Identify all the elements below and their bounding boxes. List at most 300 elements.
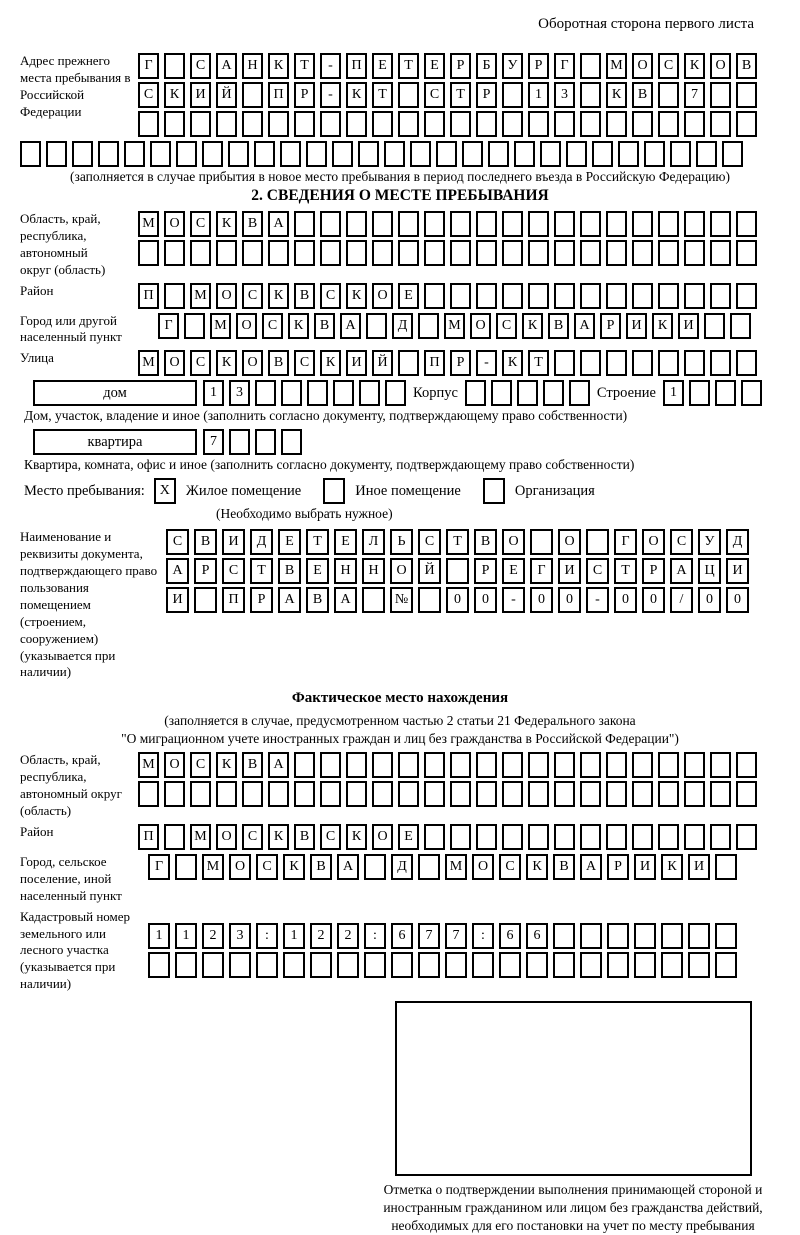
char-box[interactable] (450, 781, 471, 807)
char-box[interactable] (632, 781, 653, 807)
char-box[interactable]: О (390, 558, 413, 584)
char-box[interactable] (580, 82, 601, 108)
char-box[interactable]: А (334, 587, 357, 613)
char-box[interactable]: К (288, 313, 309, 339)
char-box[interactable]: 7 (418, 923, 440, 949)
char-box[interactable] (450, 752, 471, 778)
char-box[interactable]: С (256, 854, 278, 880)
char-box[interactable] (502, 752, 523, 778)
char-box[interactable] (320, 781, 341, 807)
char-box[interactable] (710, 283, 731, 309)
char-box[interactable] (358, 141, 379, 167)
char-box[interactable]: А (580, 854, 602, 880)
char-box[interactable] (554, 211, 575, 237)
char-box[interactable]: Т (614, 558, 637, 584)
char-box[interactable] (580, 781, 601, 807)
char-box[interactable] (320, 211, 341, 237)
char-box[interactable]: Й (418, 558, 441, 584)
char-box[interactable] (554, 781, 575, 807)
char-box[interactable]: С (586, 558, 609, 584)
char-box[interactable]: 1 (203, 380, 224, 406)
char-box[interactable] (280, 141, 301, 167)
char-box[interactable] (242, 82, 263, 108)
char-box[interactable] (410, 141, 431, 167)
char-box[interactable] (661, 923, 683, 949)
char-box[interactable]: Е (424, 53, 445, 79)
char-box[interactable] (502, 781, 523, 807)
char-box[interactable] (424, 824, 445, 850)
char-box[interactable] (436, 141, 457, 167)
char-box[interactable] (580, 283, 601, 309)
char-box[interactable] (194, 587, 217, 613)
char-box[interactable] (658, 111, 679, 137)
char-box[interactable]: 3 (554, 82, 575, 108)
char-box[interactable] (530, 529, 553, 555)
char-box[interactable]: Д (391, 854, 413, 880)
char-box[interactable] (372, 211, 393, 237)
char-box[interactable] (722, 141, 743, 167)
char-box[interactable] (346, 111, 367, 137)
char-box[interactable] (644, 141, 665, 167)
char-box[interactable]: В (314, 313, 335, 339)
char-box[interactable]: О (164, 350, 185, 376)
char-box[interactable] (364, 952, 386, 978)
char-box[interactable]: А (216, 53, 237, 79)
char-box[interactable]: О (216, 283, 237, 309)
char-box[interactable] (554, 283, 575, 309)
char-box[interactable] (710, 240, 731, 266)
char-box[interactable]: - (320, 53, 341, 79)
char-box[interactable]: И (166, 587, 189, 613)
char-box[interactable] (658, 283, 679, 309)
char-box[interactable] (736, 283, 757, 309)
char-box[interactable] (476, 752, 497, 778)
char-box[interactable] (658, 350, 679, 376)
char-box[interactable] (372, 752, 393, 778)
char-box[interactable]: А (268, 752, 289, 778)
char-box[interactable] (658, 82, 679, 108)
char-box[interactable]: П (346, 53, 367, 79)
char-box[interactable]: 0 (614, 587, 637, 613)
char-box[interactable]: У (698, 529, 721, 555)
char-box[interactable]: П (424, 350, 445, 376)
char-box[interactable] (736, 752, 757, 778)
char-box[interactable] (472, 952, 494, 978)
char-box[interactable] (254, 141, 275, 167)
char-box[interactable] (710, 211, 731, 237)
char-box[interactable] (554, 111, 575, 137)
char-box[interactable] (424, 283, 445, 309)
char-box[interactable] (658, 752, 679, 778)
char-box[interactable]: Е (306, 558, 329, 584)
char-box[interactable]: К (346, 824, 367, 850)
char-box[interactable]: К (522, 313, 543, 339)
char-box[interactable]: П (138, 283, 159, 309)
char-box[interactable] (658, 781, 679, 807)
char-box[interactable]: С (418, 529, 441, 555)
char-box[interactable]: Т (294, 53, 315, 79)
char-box[interactable] (736, 211, 757, 237)
char-box[interactable]: С (166, 529, 189, 555)
char-box[interactable] (346, 211, 367, 237)
char-box[interactable]: И (190, 82, 211, 108)
char-box[interactable]: А (670, 558, 693, 584)
char-box[interactable] (446, 558, 469, 584)
char-box[interactable] (164, 824, 185, 850)
char-box[interactable] (634, 952, 656, 978)
char-box[interactable]: М (444, 313, 465, 339)
char-box[interactable] (632, 211, 653, 237)
char-box[interactable] (618, 141, 639, 167)
char-box[interactable] (526, 952, 548, 978)
char-box[interactable] (255, 429, 276, 455)
char-box[interactable] (736, 350, 757, 376)
char-box[interactable] (715, 923, 737, 949)
char-box[interactable]: П (268, 82, 289, 108)
char-box[interactable] (398, 240, 419, 266)
char-box[interactable] (696, 141, 717, 167)
char-box[interactable] (359, 380, 380, 406)
char-box[interactable]: К (268, 283, 289, 309)
char-box[interactable] (424, 111, 445, 137)
char-box[interactable] (46, 141, 67, 167)
char-box[interactable]: В (632, 82, 653, 108)
char-box[interactable]: О (558, 529, 581, 555)
char-box[interactable] (554, 240, 575, 266)
char-box[interactable]: 3 (229, 380, 250, 406)
char-box[interactable] (580, 111, 601, 137)
char-box[interactable] (502, 240, 523, 266)
char-box[interactable]: С (242, 824, 263, 850)
char-box[interactable]: К (268, 824, 289, 850)
char-box[interactable] (689, 380, 710, 406)
char-box[interactable] (268, 240, 289, 266)
char-box[interactable]: Т (372, 82, 393, 108)
char-box[interactable]: В (548, 313, 569, 339)
char-box[interactable]: С (242, 283, 263, 309)
char-box[interactable]: Е (334, 529, 357, 555)
char-box[interactable]: 7 (445, 923, 467, 949)
char-box[interactable]: О (164, 211, 185, 237)
char-box[interactable] (566, 141, 587, 167)
char-box[interactable] (372, 111, 393, 137)
char-box[interactable] (229, 429, 250, 455)
char-box[interactable]: О (642, 529, 665, 555)
char-box[interactable]: - (502, 587, 525, 613)
char-box[interactable]: Р (607, 854, 629, 880)
char-box[interactable] (632, 240, 653, 266)
char-box[interactable] (150, 141, 171, 167)
char-box[interactable] (216, 240, 237, 266)
char-box[interactable] (688, 952, 710, 978)
char-box[interactable]: М (138, 350, 159, 376)
char-box[interactable]: О (710, 53, 731, 79)
char-box[interactable]: М (210, 313, 231, 339)
char-box[interactable] (710, 350, 731, 376)
char-box[interactable]: О (216, 824, 237, 850)
char-box[interactable]: О (502, 529, 525, 555)
char-box[interactable]: Р (294, 82, 315, 108)
char-box[interactable] (229, 952, 251, 978)
char-box[interactable] (528, 752, 549, 778)
char-box[interactable]: Р (642, 558, 665, 584)
char-box[interactable]: 7 (684, 82, 705, 108)
char-box[interactable]: И (346, 350, 367, 376)
char-box[interactable] (715, 854, 737, 880)
char-box[interactable] (704, 313, 725, 339)
char-box[interactable]: 1 (663, 380, 684, 406)
char-box[interactable]: М (202, 854, 224, 880)
char-box[interactable]: Г (158, 313, 179, 339)
char-box[interactable]: И (634, 854, 656, 880)
char-box[interactable]: 0 (642, 587, 665, 613)
char-box[interactable]: К (164, 82, 185, 108)
char-box[interactable] (502, 824, 523, 850)
char-box[interactable]: К (216, 752, 237, 778)
char-box[interactable]: Н (242, 53, 263, 79)
char-box[interactable] (476, 211, 497, 237)
char-box[interactable]: К (661, 854, 683, 880)
char-box[interactable] (710, 82, 731, 108)
char-box[interactable] (736, 824, 757, 850)
char-box[interactable]: Г (530, 558, 553, 584)
char-box[interactable]: В (194, 529, 217, 555)
char-box[interactable] (424, 211, 445, 237)
char-box[interactable]: К (652, 313, 673, 339)
char-box[interactable]: С (424, 82, 445, 108)
char-box[interactable]: А (574, 313, 595, 339)
char-box[interactable]: 0 (474, 587, 497, 613)
char-box[interactable] (606, 781, 627, 807)
char-box[interactable]: С (190, 211, 211, 237)
char-box[interactable] (553, 952, 575, 978)
char-box[interactable]: : (472, 923, 494, 949)
char-box[interactable] (320, 111, 341, 137)
char-box[interactable] (256, 952, 278, 978)
char-box[interactable] (320, 752, 341, 778)
char-box[interactable]: К (268, 53, 289, 79)
char-box[interactable] (606, 283, 627, 309)
char-box[interactable] (384, 141, 405, 167)
char-box[interactable]: Р (450, 53, 471, 79)
char-box[interactable] (184, 313, 205, 339)
char-box[interactable] (632, 111, 653, 137)
char-box[interactable]: № (390, 587, 413, 613)
char-box[interactable]: 1 (148, 923, 170, 949)
char-box[interactable] (364, 854, 386, 880)
char-box[interactable]: С (658, 53, 679, 79)
char-box[interactable] (385, 380, 406, 406)
char-box[interactable] (228, 141, 249, 167)
char-box[interactable]: 1 (175, 923, 197, 949)
char-box[interactable] (684, 211, 705, 237)
char-box[interactable]: Р (250, 587, 273, 613)
char-box[interactable] (418, 952, 440, 978)
char-box[interactable] (175, 854, 197, 880)
char-box[interactable] (658, 211, 679, 237)
char-box[interactable] (528, 211, 549, 237)
char-box[interactable]: Р (476, 82, 497, 108)
char-box[interactable]: И (626, 313, 647, 339)
char-box[interactable] (580, 952, 602, 978)
char-box[interactable] (190, 781, 211, 807)
char-box[interactable] (517, 380, 538, 406)
char-box[interactable]: Д (250, 529, 273, 555)
char-box[interactable] (634, 923, 656, 949)
char-box[interactable] (418, 313, 439, 339)
char-box[interactable]: В (294, 824, 315, 850)
char-box[interactable] (606, 240, 627, 266)
char-box[interactable]: Г (148, 854, 170, 880)
char-box[interactable]: С (499, 854, 521, 880)
char-box[interactable] (20, 141, 41, 167)
char-box[interactable] (476, 283, 497, 309)
char-box[interactable]: 6 (526, 923, 548, 949)
char-box[interactable] (491, 380, 512, 406)
char-box[interactable]: А (340, 313, 361, 339)
char-box[interactable] (606, 824, 627, 850)
char-box[interactable] (283, 952, 305, 978)
char-box[interactable] (528, 781, 549, 807)
char-box[interactable]: И (726, 558, 749, 584)
char-box[interactable] (164, 240, 185, 266)
char-box[interactable] (398, 752, 419, 778)
char-box[interactable]: Н (362, 558, 385, 584)
char-box[interactable] (488, 141, 509, 167)
char-box[interactable]: Р (194, 558, 217, 584)
char-box[interactable]: М (190, 824, 211, 850)
char-box[interactable]: 2 (310, 923, 332, 949)
char-box[interactable]: В (268, 350, 289, 376)
char-box[interactable] (98, 141, 119, 167)
char-box[interactable]: Т (398, 53, 419, 79)
char-box[interactable]: С (670, 529, 693, 555)
char-box[interactable] (310, 952, 332, 978)
char-box[interactable]: С (496, 313, 517, 339)
char-box[interactable]: О (372, 283, 393, 309)
char-box[interactable] (543, 380, 564, 406)
char-box[interactable] (148, 952, 170, 978)
char-box[interactable]: С (190, 752, 211, 778)
char-box[interactable] (281, 429, 302, 455)
char-box[interactable]: К (283, 854, 305, 880)
char-box[interactable]: М (445, 854, 467, 880)
char-box[interactable] (632, 824, 653, 850)
stay-type-checkbox-organization[interactable] (483, 478, 505, 504)
char-box[interactable]: Е (398, 283, 419, 309)
char-box[interactable]: К (606, 82, 627, 108)
char-box[interactable] (450, 240, 471, 266)
char-box[interactable]: В (553, 854, 575, 880)
char-box[interactable] (202, 141, 223, 167)
char-box[interactable] (242, 111, 263, 137)
char-box[interactable] (554, 350, 575, 376)
char-box[interactable] (190, 111, 211, 137)
char-box[interactable]: Н (334, 558, 357, 584)
char-box[interactable]: К (502, 350, 523, 376)
char-box[interactable]: 1 (283, 923, 305, 949)
char-box[interactable]: А (166, 558, 189, 584)
char-box[interactable] (268, 111, 289, 137)
char-box[interactable] (528, 824, 549, 850)
char-box[interactable] (418, 587, 441, 613)
char-box[interactable] (580, 350, 601, 376)
char-box[interactable] (164, 53, 185, 79)
char-box[interactable]: А (337, 854, 359, 880)
char-box[interactable]: М (138, 752, 159, 778)
char-box[interactable] (294, 211, 315, 237)
char-box[interactable]: 3 (229, 923, 251, 949)
char-box[interactable] (281, 380, 302, 406)
char-box[interactable]: М (190, 283, 211, 309)
char-box[interactable] (684, 111, 705, 137)
char-box[interactable]: 0 (726, 587, 749, 613)
char-box[interactable] (445, 952, 467, 978)
char-box[interactable]: В (310, 854, 332, 880)
char-box[interactable] (586, 529, 609, 555)
char-box[interactable]: Й (216, 82, 237, 108)
char-box[interactable]: К (684, 53, 705, 79)
char-box[interactable] (138, 240, 159, 266)
char-box[interactable]: С (262, 313, 283, 339)
char-box[interactable] (124, 141, 145, 167)
char-box[interactable]: Г (614, 529, 637, 555)
char-box[interactable]: И (558, 558, 581, 584)
char-box[interactable]: Р (528, 53, 549, 79)
char-box[interactable]: Д (392, 313, 413, 339)
char-box[interactable]: - (586, 587, 609, 613)
char-box[interactable]: С (320, 824, 341, 850)
char-box[interactable] (688, 923, 710, 949)
char-box[interactable]: В (736, 53, 757, 79)
char-box[interactable] (294, 111, 315, 137)
char-box[interactable] (190, 240, 211, 266)
char-box[interactable]: К (216, 350, 237, 376)
char-box[interactable] (661, 952, 683, 978)
char-box[interactable]: О (472, 854, 494, 880)
char-box[interactable]: 6 (391, 923, 413, 949)
char-box[interactable]: Д (726, 529, 749, 555)
char-box[interactable]: 0 (530, 587, 553, 613)
char-box[interactable] (710, 752, 731, 778)
char-box[interactable] (741, 380, 762, 406)
char-box[interactable]: К (320, 350, 341, 376)
char-box[interactable] (294, 752, 315, 778)
char-box[interactable] (684, 283, 705, 309)
char-box[interactable] (337, 952, 359, 978)
char-box[interactable]: Л (362, 529, 385, 555)
char-box[interactable] (592, 141, 613, 167)
char-box[interactable]: Т (446, 529, 469, 555)
char-box[interactable] (450, 283, 471, 309)
char-box[interactable]: С (222, 558, 245, 584)
char-box[interactable]: Ь (390, 529, 413, 555)
char-box[interactable] (346, 781, 367, 807)
char-box[interactable]: Е (278, 529, 301, 555)
char-box[interactable]: О (164, 752, 185, 778)
char-box[interactable] (528, 283, 549, 309)
char-box[interactable] (465, 380, 486, 406)
char-box[interactable] (476, 111, 497, 137)
char-box[interactable] (684, 752, 705, 778)
char-box[interactable] (684, 781, 705, 807)
char-box[interactable]: : (256, 923, 278, 949)
char-box[interactable] (346, 752, 367, 778)
char-box[interactable]: С (138, 82, 159, 108)
char-box[interactable]: П (138, 824, 159, 850)
char-box[interactable] (715, 952, 737, 978)
char-box[interactable] (242, 781, 263, 807)
